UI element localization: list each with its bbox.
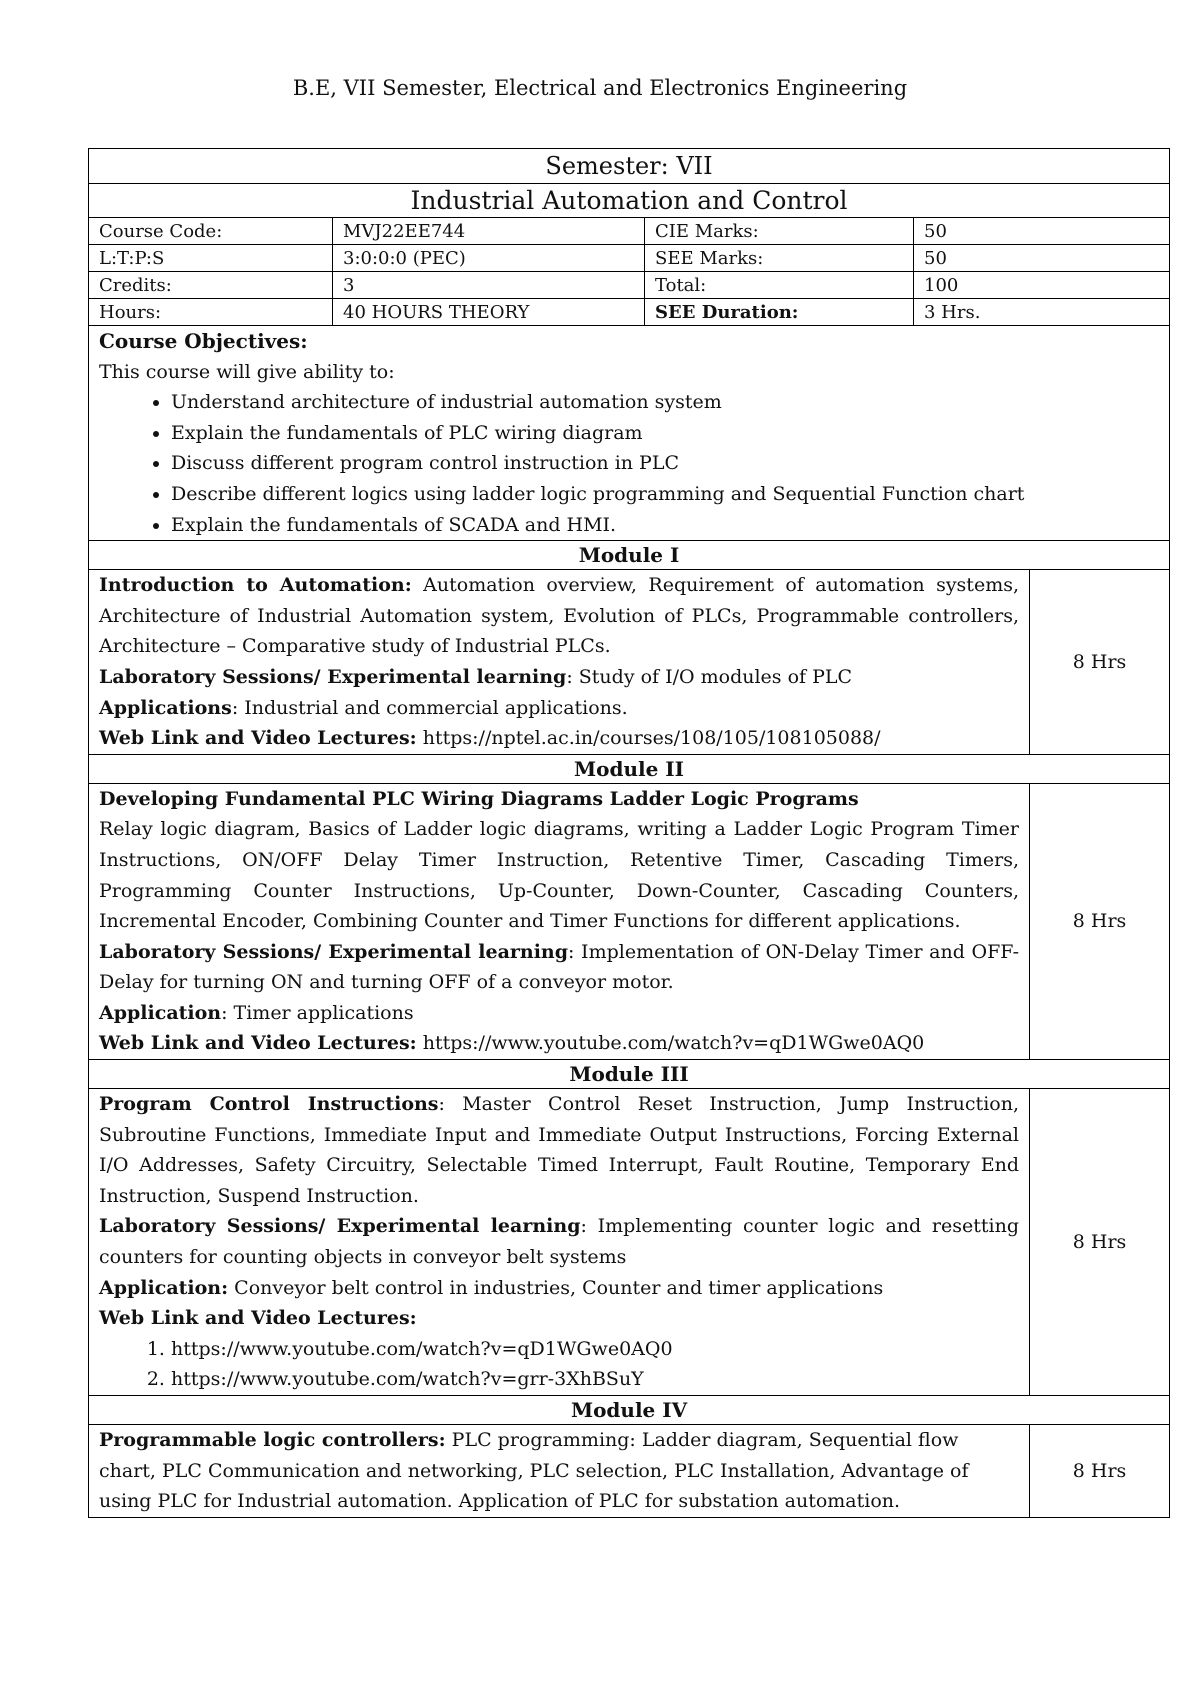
- module-1-heading: Module I: [89, 541, 1170, 570]
- course-title-row: [89, 184, 1170, 218]
- info-row-credits: [89, 272, 1170, 299]
- module-3-content: [89, 1089, 1030, 1396]
- module-4-hours: 8 Hrs: [1030, 1425, 1170, 1518]
- module-1-heading-row: [89, 541, 1170, 570]
- application-text: Conveyor belt control in industries, Counter and timer applications: [228, 1276, 884, 1299]
- application-text: : Industrial and commercial applications.: [231, 696, 628, 719]
- web-link-label: Web Link and Video Lectures:: [99, 1307, 417, 1330]
- syllabus-table: [88, 148, 1170, 1518]
- info-value: 3:0:0:0 (PEC): [333, 245, 645, 272]
- info-value: 40 HOURS THEORY: [333, 299, 645, 326]
- topic-text: PLC programming: Ladder diagram, Sequential flow chart, PLC Communication and networking, PLC selection, PLC Installation, Advantage of using PLC for Industrial automation. Application of PLC for substation automation.: [99, 1429, 969, 1513]
- module-3-hours: 8 Hrs: [1030, 1089, 1170, 1396]
- module-2-hours: 8 Hrs: [1030, 783, 1170, 1059]
- module-4-heading: Module IV: [89, 1396, 1170, 1425]
- info-label: Credits:: [89, 272, 333, 299]
- module-2-heading: Module II: [89, 754, 1170, 783]
- module-1-content-row: [89, 570, 1170, 755]
- objectives-list: [99, 387, 1159, 540]
- info-label: CIE Marks:: [645, 218, 914, 245]
- module-2-content-row: [89, 783, 1170, 1059]
- module-2-heading-row: [89, 754, 1170, 783]
- semester-label: Semester: VII: [89, 149, 1170, 184]
- web-link-label: Web Link and Video Lectures:: [99, 727, 417, 750]
- info-row-ltps: [89, 245, 1170, 272]
- module-1-hours: 8 Hrs: [1030, 570, 1170, 755]
- lab-label: Laboratory Sessions/ Experimental learning: [99, 940, 569, 963]
- lab-label: Laboratory Sessions/ Experimental learning: [99, 1215, 581, 1238]
- module-4-content-row: [89, 1425, 1170, 1518]
- lab-text: : Study of I/O modules of PLC: [566, 665, 853, 688]
- objectives-title: Course Objectives:: [99, 329, 308, 353]
- web-link-text: https://www.youtube.com/watch?v=qD1WGwe0AQ0: [416, 1032, 925, 1055]
- application-label: Application: [99, 1001, 222, 1024]
- module-3-heading-row: [89, 1060, 1170, 1089]
- application-label: Application:: [99, 1276, 229, 1299]
- list-item: • Understand architecture of industrial automation system: [171, 387, 1159, 418]
- module-3-heading: Module III: [89, 1060, 1170, 1089]
- list-item: • Explain the fundamentals of SCADA and HMI.: [171, 510, 1159, 541]
- info-value: 100: [914, 272, 1170, 299]
- topic-text: Automation overview, Requirement of automation systems, Architecture of Industrial Automation system, Evolution of PLCs, Programmable controllers, Architecture – Comparative study of Industrial PLCs.: [99, 574, 1019, 658]
- semester-row: [89, 149, 1170, 184]
- info-label: Hours:: [89, 299, 333, 326]
- page-header: B.E, VII Semester, Electrical and Electronics Engineering: [292, 76, 908, 100]
- list-item: • Explain the fundamentals of PLC wiring diagram: [171, 418, 1159, 449]
- topic-label: Program Control Instructions: [99, 1093, 439, 1116]
- module-1-content: [89, 570, 1030, 755]
- lab-text: : Implementation of ON-Delay Timer and OFF-Delay for turning ON and turning OFF of a conveyor motor.: [99, 940, 1020, 994]
- web-link-label: Web Link and Video Lectures:: [99, 1032, 417, 1055]
- info-value: MVJ22EE744: [333, 218, 645, 245]
- web-link-list: [99, 1334, 1019, 1395]
- list-item: • Describe different logics using ladder logic programming and Sequential Function chart: [171, 479, 1159, 510]
- topic-text: : Master Control Reset Instruction, Jump Instruction, Subroutine Functions, Immediate Input and Immediate Output Instructions, Forcing External I/O Addresses, Safety Circuitry, Selectable Timed Interrupt, Fault Routine, Temporary End Instruction, Suspend Instruction.: [99, 1093, 1019, 1207]
- info-label: Total:: [645, 272, 914, 299]
- list-item: 2. https://www.youtube.com/watch?v=grr-3XhBSuY: [171, 1364, 1019, 1395]
- module-3-content-row: [89, 1089, 1170, 1396]
- lab-text: : Implementing counter logic and resetting counters for counting objects in conveyor belt systems: [99, 1215, 1019, 1269]
- info-value: 3 Hrs.: [914, 299, 1170, 326]
- objectives-intro: This course will give ability to:: [99, 360, 395, 383]
- info-label: SEE Marks:: [645, 245, 914, 272]
- application-label: Applications: [99, 696, 232, 719]
- topic-label: Introduction to Automation:: [99, 574, 412, 597]
- module-2-content: [89, 783, 1030, 1059]
- info-value: 50: [914, 245, 1170, 272]
- module-4-content: [89, 1425, 1030, 1518]
- info-row-hours: [89, 299, 1170, 326]
- topic-text: Relay logic diagram, Basics of Ladder logic diagrams, writing a Ladder Logic Program Timer Instructions, ON/OFF Delay Timer Instruction, Retentive Timer, Cascading Timers, Programming Counter Instructions, Up-Counter, Down-Counter, Cascading Counters, Incremental Encoder, Combining Counter and Timer Functions for different applications.: [99, 818, 1019, 933]
- topic-label: Developing Fundamental PLC Wiring Diagrams Ladder Logic Programs: [99, 787, 859, 810]
- info-row-course-code: [89, 218, 1170, 245]
- objectives-cell: [89, 326, 1170, 541]
- application-text: : Timer applications: [221, 1001, 414, 1024]
- web-link-text: https://nptel.ac.in/courses/108/105/108105088/: [416, 727, 881, 750]
- list-item: 1. https://www.youtube.com/watch?v=qD1WGwe0AQ0: [171, 1334, 1019, 1365]
- info-value: 3: [333, 272, 645, 299]
- objectives-row: [89, 326, 1170, 541]
- module-4-heading-row: [89, 1396, 1170, 1425]
- info-label: Course Code:: [89, 218, 333, 245]
- topic-label: Programmable logic controllers:: [99, 1429, 446, 1451]
- lab-label: Laboratory Sessions/ Experimental learning: [99, 665, 567, 688]
- info-label: SEE Duration:: [645, 299, 914, 326]
- info-value: 50: [914, 218, 1170, 245]
- list-item: • Discuss different program control instruction in PLC: [171, 448, 1159, 479]
- info-label: L:T:P:S: [89, 245, 333, 272]
- course-title: Industrial Automation and Control: [89, 184, 1170, 218]
